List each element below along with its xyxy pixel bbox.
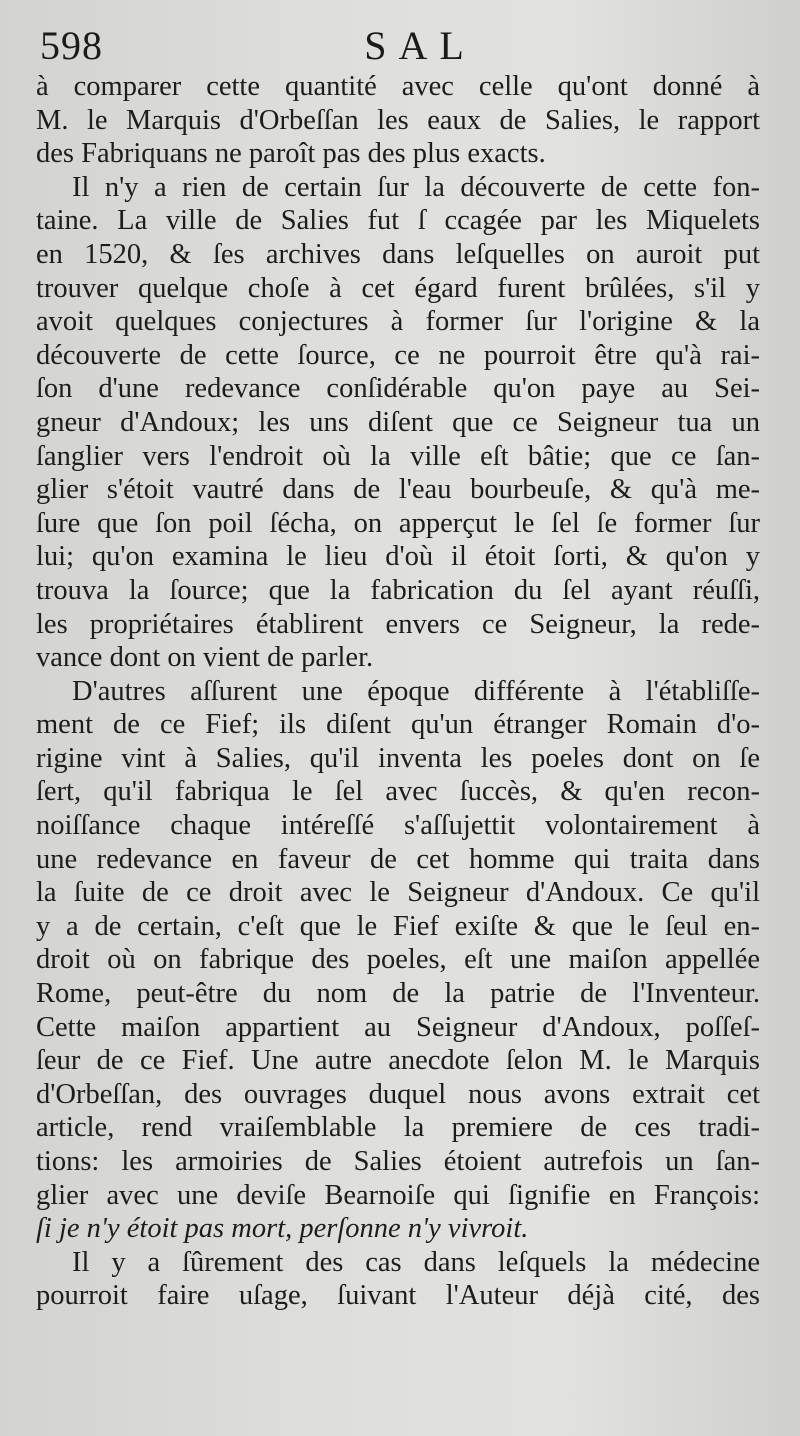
text-line: Cette maiſon appartient au Seigneur d'Andoux, poſſeſ- — [36, 1011, 760, 1043]
text-line: en 1520, & ſes archives dans leſquelles on auroit put — [36, 238, 760, 270]
paragraph-first-line: Il n'y a rien de certain ſur la découverte de cette fon- — [72, 171, 760, 203]
text-line: taine. La ville de Salies fut ſ ccagée par les Miquelets — [36, 205, 760, 237]
text-line: trouver quelque choſe à cet égard furent brûlées, s'il y — [36, 272, 760, 304]
text-line: ſure que ſon poil ſécha, on apperçut le ſel ſe former ſur — [36, 507, 760, 539]
text-line: lui; qu'on examina le lieu d'où il étoit ſorti, & qu'on y — [36, 541, 760, 573]
text-line: M. le Marquis d'Orbeſſan les eaux de Salies, le rapport — [36, 104, 760, 136]
text-line: Rome, peut-être du nom de la patrie de l'Inventeur. — [36, 978, 760, 1010]
text-line: des Fabriquans ne paroît pas des plus exacts. — [36, 138, 546, 170]
text-line: droit où on fabrique des poeles, eſt une maiſon appellée — [36, 944, 760, 976]
text-line: découverte de cette ſource, ce ne pourroit être qu'à rai- — [36, 339, 760, 371]
running-head: SAL — [364, 23, 476, 68]
text-line: trouva la ſource; que la fabrication du ſel ayant réuſſi, — [36, 574, 760, 606]
text-line: noiſſance chaque intéreſſé s'aſſujettit volontairement à — [36, 810, 760, 842]
page-header — [40, 22, 760, 72]
text-line: rigine vint à Salies, qu'il inventa les poeles dont on ſe — [36, 742, 760, 774]
text-line: à comparer cette quantité avec celle qu'ont donné à — [36, 71, 760, 102]
text-line: tions: les armoiries de Salies étoient autrefois un ſan- — [36, 1146, 760, 1177]
text-line: pourroit faire uſage, ſuivant l'Auteur déjà cité, des — [36, 1280, 760, 1312]
text-line: ſanglier vers l'endroit où la ville eſt bâtie; que ce ſan- — [36, 440, 760, 472]
text-line: d'Orbeſſan, des ouvrages duquel nous avons extrait cet — [36, 1078, 760, 1110]
text-line: ſon d'une redevance conſidérable qu'on paye au Sei- — [36, 373, 760, 405]
italic-motto-line: ſi je n'y étoit pas mort, perſonne n'y vivroit. — [36, 1213, 529, 1245]
paragraph-first-line: D'autres aſſurent une époque différente à l'établiſſe- — [72, 675, 760, 707]
text-line: avoit quelques conjectures à former ſur l'origine & la — [36, 306, 760, 338]
text-line: une redevance en faveur de cet homme qui traita dans — [36, 843, 760, 875]
paragraph-first-line: Il y a ſûrement des cas dans leſquels la médecine — [72, 1246, 760, 1278]
body-text — [36, 70, 760, 1313]
text-line: ment de ce Fief; ils diſent qu'un étranger Romain d'o- — [36, 709, 760, 741]
page-number: 598 — [40, 23, 103, 68]
text-line: vance dont on vient de parler. — [36, 642, 374, 674]
text-line: ſert, qu'il fabriqua le ſel avec ſuccès, & qu'en recon- — [36, 776, 760, 808]
text-line: la ſuite de ce droit avec le Seigneur d'Andoux. Ce qu'il — [36, 877, 760, 909]
text-line: les propriétaires établirent envers ce Seigneur, la rede- — [36, 608, 760, 640]
text-line: gneur d'Andoux; les uns diſent que ce Seigneur tua un — [36, 406, 760, 438]
text-line: y a de certain, c'eſt que le Fief exiſte & que le ſeul en- — [36, 910, 760, 942]
text-line: article, rend vraiſemblable la premiere de ces tradi- — [36, 1112, 760, 1144]
text-line: glier s'étoit vautré dans de l'eau bourbeuſe, & qu'à me- — [36, 474, 760, 506]
text-line: ſeur de ce Fief. Une autre anecdote ſelon M. le Marquis — [36, 1045, 760, 1077]
text-line: glier avec une deviſe Bearnoiſe qui ſignifie en François: — [36, 1179, 760, 1211]
